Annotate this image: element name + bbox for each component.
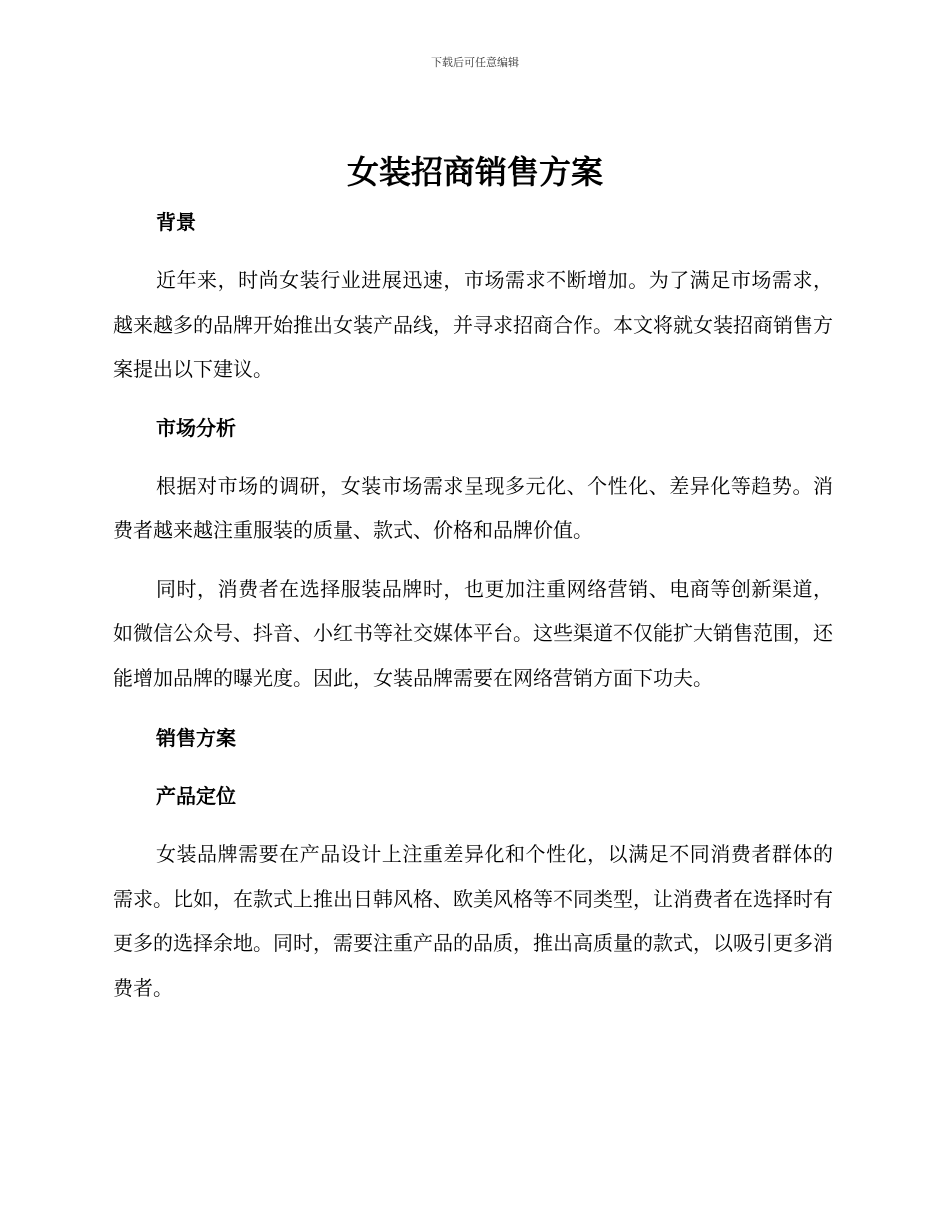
document-body bbox=[113, 200, 833, 1010]
paragraph-market-analysis-1: 根据对市场的调研，女装市场需求呈现多元化、个性化、差异化等趋势。消费者越来越注重服装的质量、款式、价格和品牌价值。 bbox=[113, 473, 833, 542]
paragraph-background: 近年来，时尚女装行业进展迅速，市场需求不断增加。为了满足市场需求，越来越多的品牌开始推出女装产品线，并寻求招商合作。本文将就女装招商销售方案提出以下建议。 bbox=[113, 268, 833, 381]
heading-market-analysis: 市场分析 bbox=[156, 415, 236, 440]
document-title: 女装招商销售方案 bbox=[346, 153, 603, 191]
heading-sales-plan: 销售方案 bbox=[156, 726, 236, 750]
paragraph-market-analysis-2: 同时，消费者在选择服装品牌时，也更加注重网络营销、电商等创新渠道，如微信公众号、抖音、小红书等社交媒体平台。这些渠道不仅能扩大销售范围，还能增加品牌的曝光度。因此，女装品牌需要在网络营销方面下功夫。 bbox=[113, 576, 833, 690]
heading-background: 背景 bbox=[156, 210, 196, 234]
header-note: 下载后可任意编辑 bbox=[431, 56, 519, 69]
paragraph-product-positioning: 女装品牌需要在产品设计上注重差异化和个性化，以满足不同消费者群体的需求。比如，在款式上推出日韩风格、欧美风格等不同类型，让消费者在选择时有更多的选择余地。同时，需要注重产品的品质，推出高质量的款式，以吸引更多消费者。 bbox=[113, 842, 833, 1000]
heading-product-positioning: 产品定位 bbox=[156, 784, 236, 808]
